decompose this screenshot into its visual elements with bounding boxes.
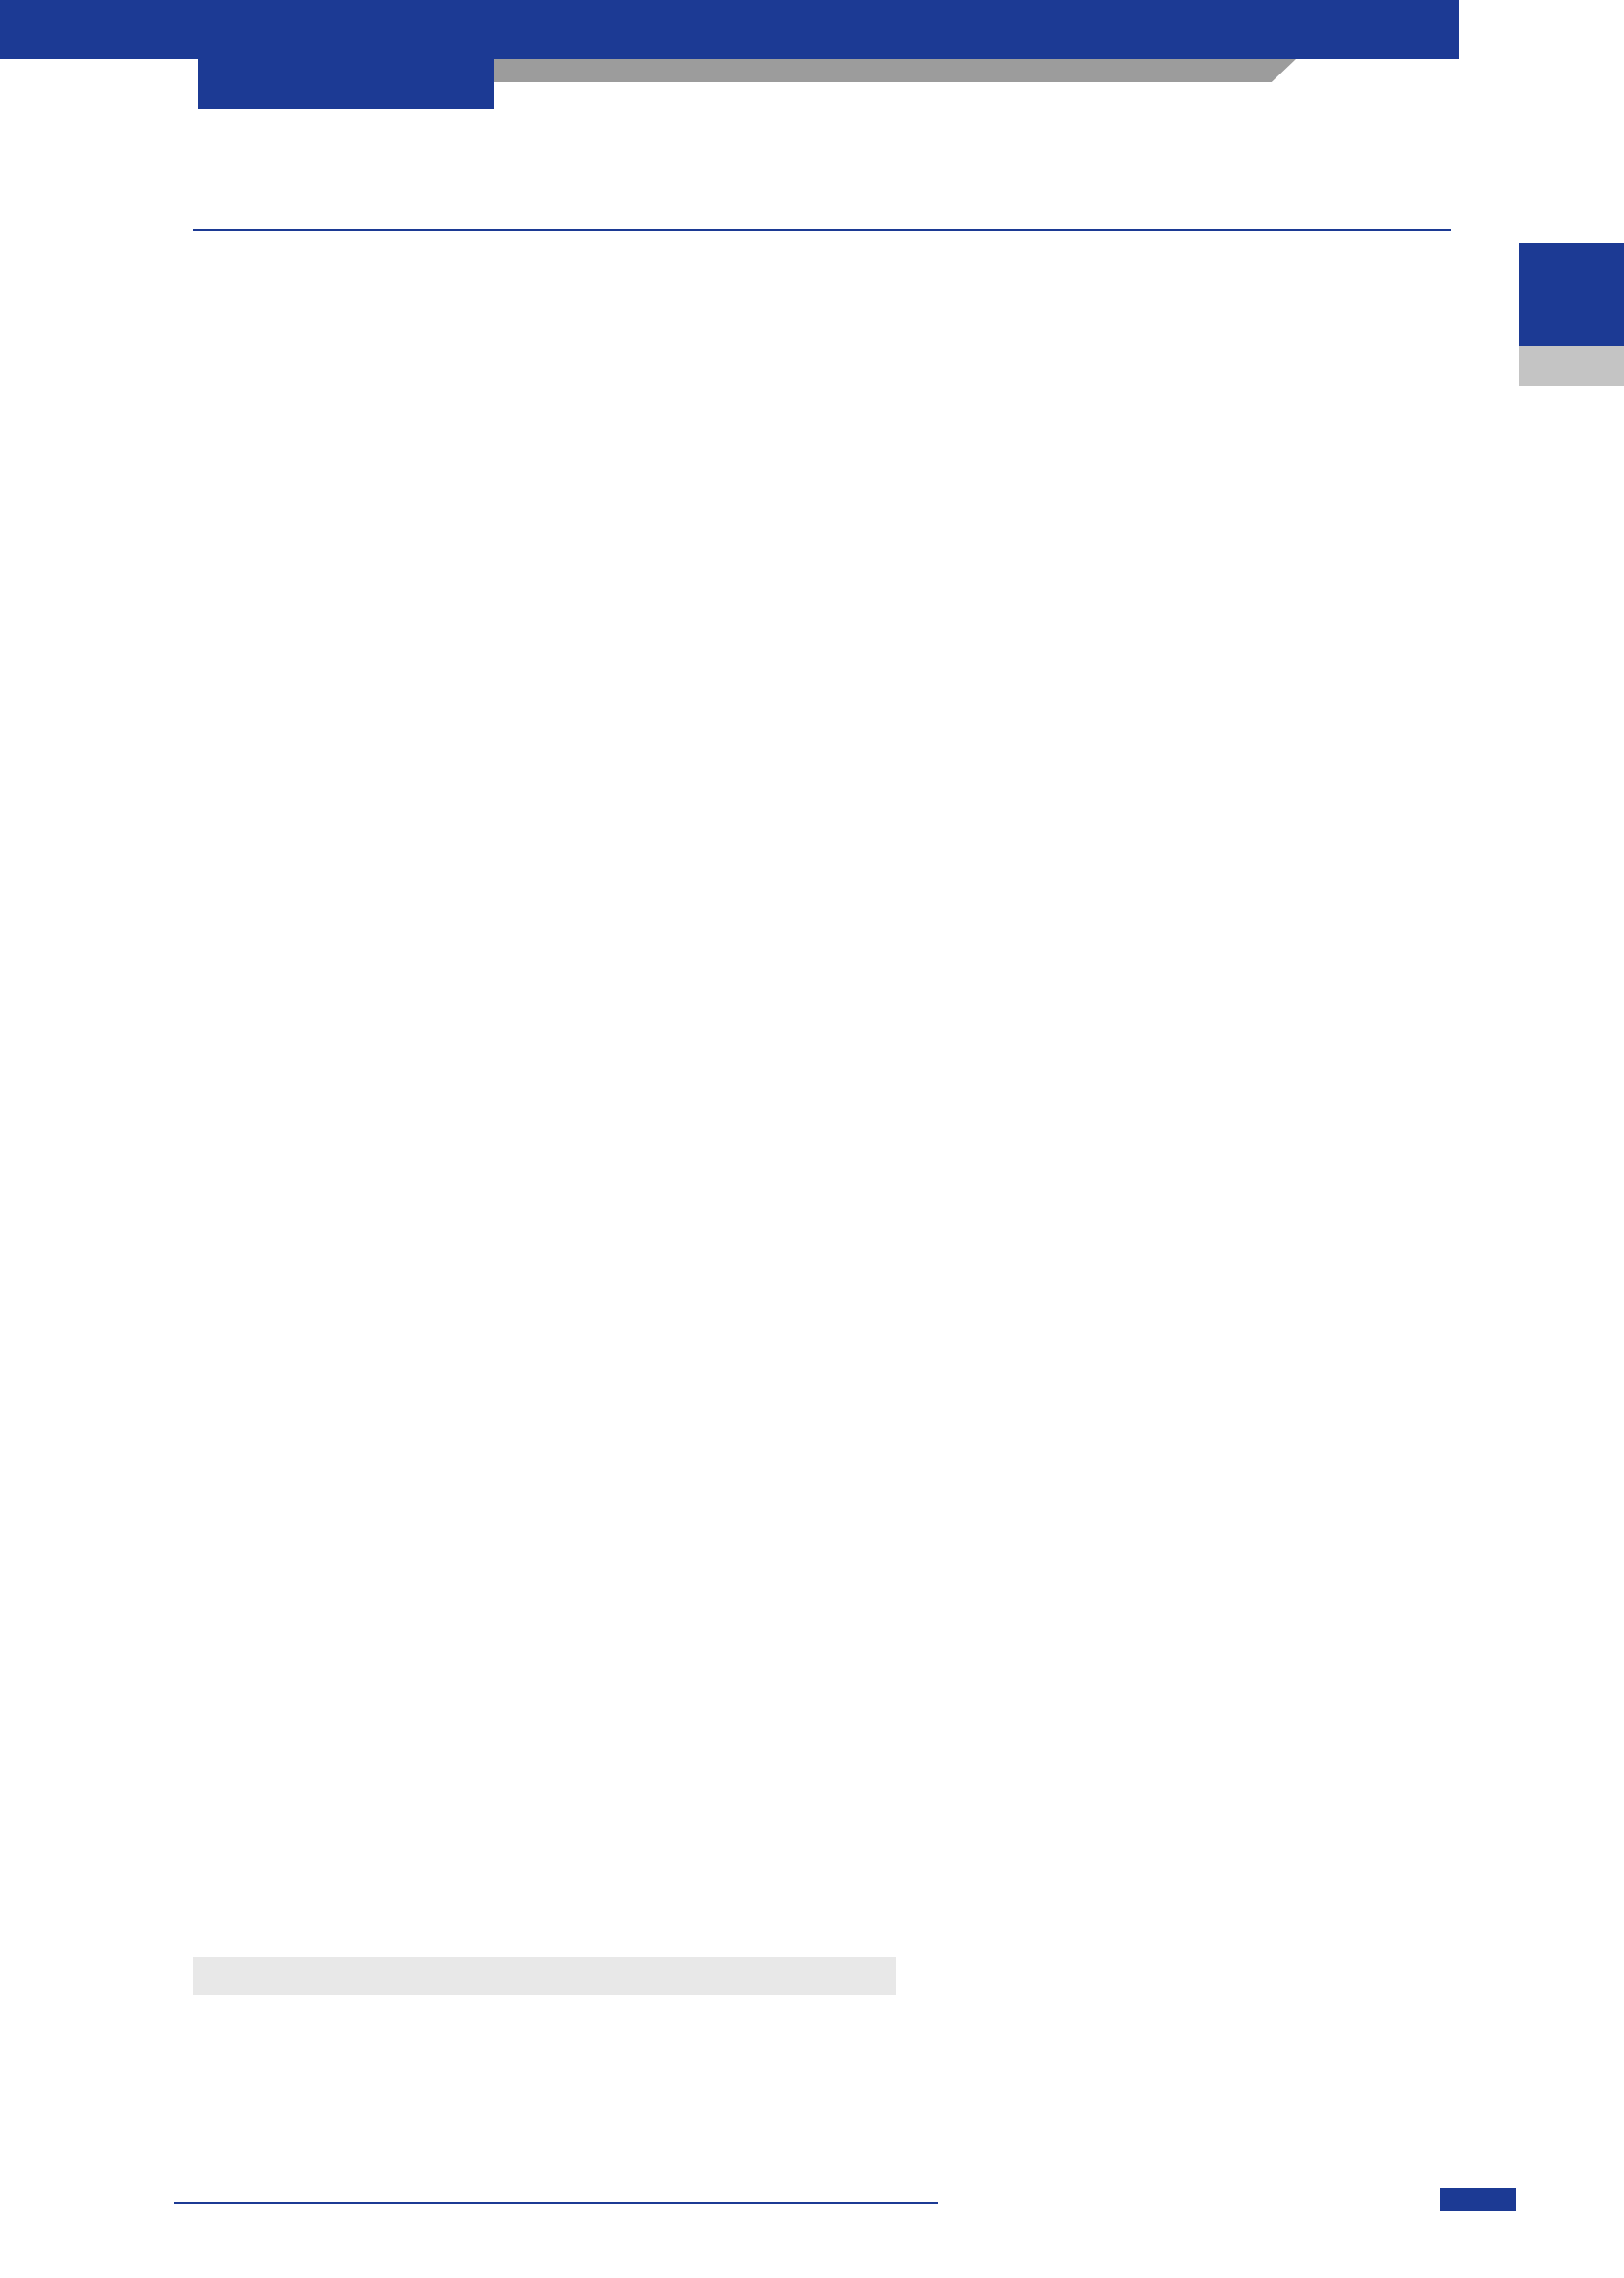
page-badge (1440, 2188, 1516, 2211)
footer-rule (174, 2202, 938, 2204)
title-divider (193, 229, 1451, 231)
section-page-number (1519, 346, 1624, 386)
legend-bar (193, 1957, 896, 1995)
section-letter-tab (1519, 243, 1624, 346)
top-banner (0, 0, 1459, 59)
grey-accent-bar (494, 59, 1296, 82)
series-tab (198, 59, 494, 109)
